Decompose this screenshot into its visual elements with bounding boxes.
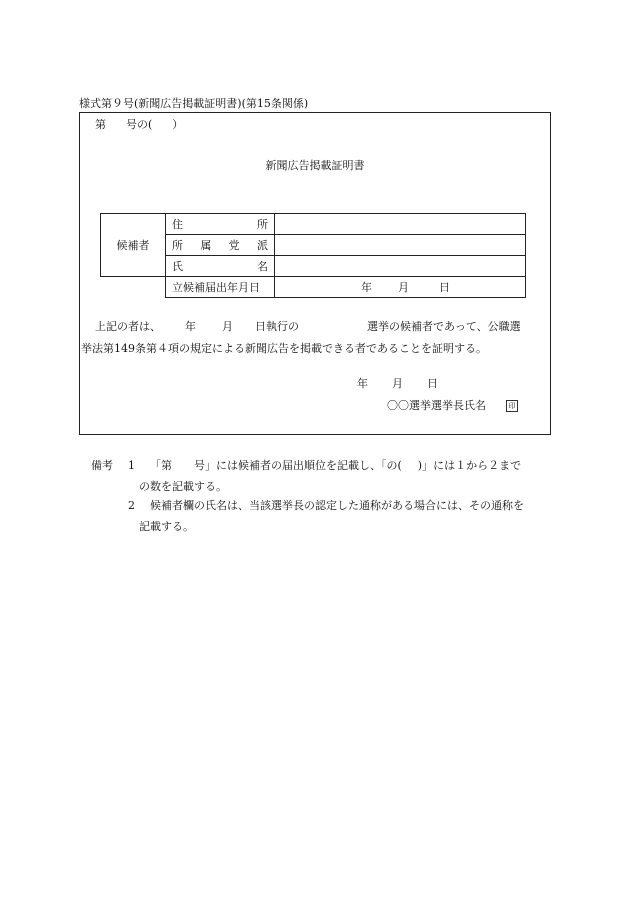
body-line-1: 上記の者は、 年 月 日執行の 選挙の候補者であって、公職選 — [95, 320, 521, 333]
form-label: 様式第９号(新聞広告掲載証明書)(第15条関係) — [79, 97, 309, 110]
candidate-group-blank — [101, 277, 166, 298]
number-close: ） — [172, 118, 184, 131]
remark-1-line-2: の数を記載する。 — [139, 480, 227, 493]
candidate-group-label: 候補者 — [101, 214, 166, 277]
party-value — [275, 235, 526, 256]
body-line-2: 挙法第149条第４項の規定による新聞広告を掲載できる者であることを証明する。 — [81, 342, 487, 355]
filing-date-value: 年 月 日 — [275, 277, 526, 298]
remarks-heading: 備考 — [91, 459, 113, 472]
party-label: 所 属 党 派 — [166, 235, 275, 256]
address-value — [275, 214, 526, 235]
sign-date: 年 月 日 — [357, 377, 438, 390]
document-title: 新聞広告掲載証明書 — [265, 159, 365, 172]
name-value — [275, 256, 526, 277]
number-suffix: 号の( — [126, 118, 153, 131]
filing-date-label: 立候補届出年月日 — [166, 277, 275, 298]
name-label: 氏 名 — [166, 256, 275, 277]
remark-2-line-2: 記載する。 — [139, 520, 194, 533]
sign-official: 〇〇選挙選挙長氏名 印 — [387, 400, 518, 412]
remark-2-line-1: 候補者欄の氏名は、当該選挙長の認定した通称がある場合には、その通称を — [150, 499, 524, 512]
seal-icon: 印 — [506, 400, 518, 412]
remark-1-line-1: 「第 号」には候補者の届出順位を記載し、「の( )」には１から２まで — [150, 459, 522, 472]
remark-1-num: 1 — [128, 459, 135, 472]
address-label: 住 所 — [166, 214, 275, 235]
number-line — [95, 119, 183, 130]
remark-2-num: 2 — [128, 499, 135, 512]
number-prefix: 第 — [95, 118, 106, 131]
candidate-table — [100, 213, 526, 298]
